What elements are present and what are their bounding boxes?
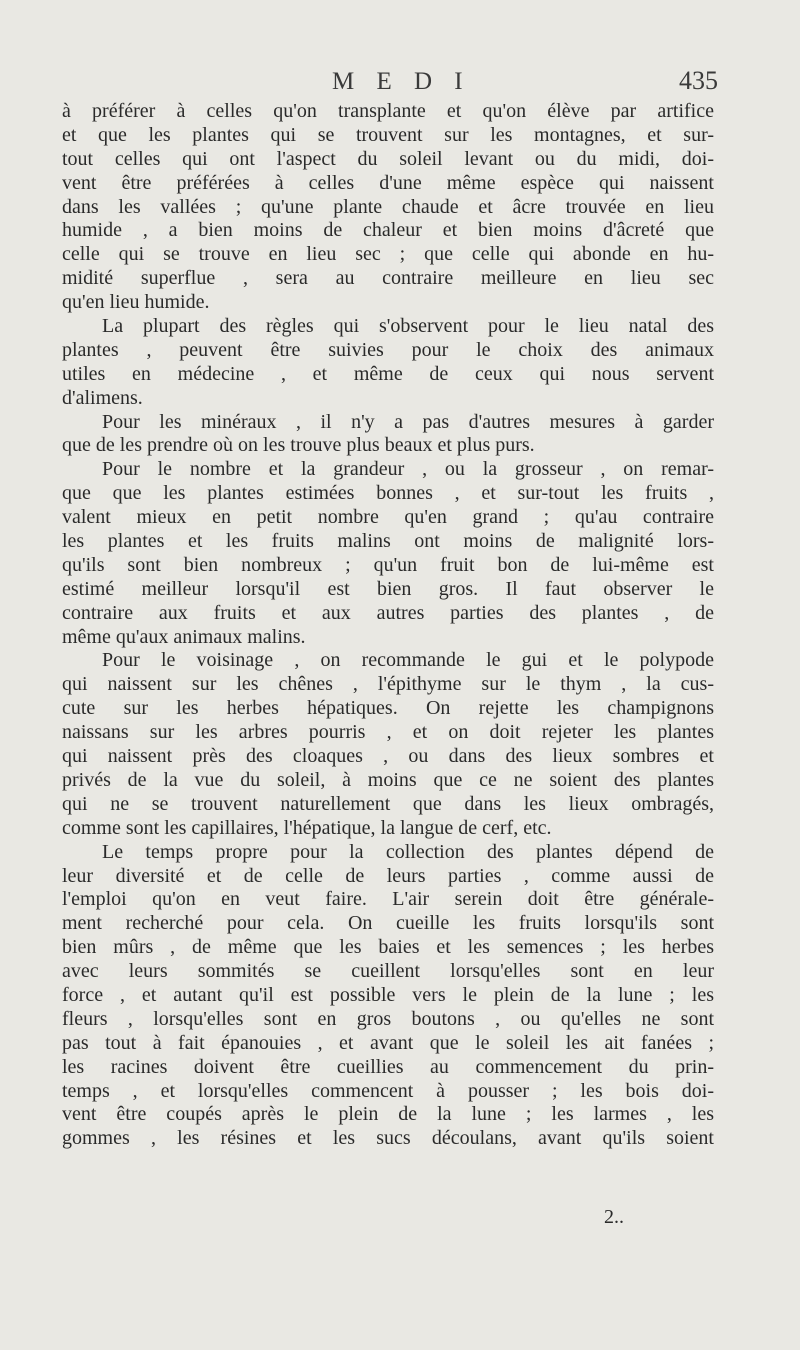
text-line: qui ne se trouvent naturellement que dans les lieux ombragés, (62, 792, 714, 815)
text-line: bien mûrs , de même que les baies et les semences ; les herbes (62, 936, 714, 959)
text-line: les racines doivent être cueillies au commencement du prin- (62, 1055, 714, 1078)
text-line: Le temps propre pour la collection des plantes dépend de (102, 840, 714, 863)
page-header (62, 64, 718, 104)
text-line: qu'ils sont bien nombreux ; qu'un fruit bon de lui-même est (62, 553, 714, 576)
text-line: même qu'aux animaux malins. (62, 625, 306, 648)
text-line: d'alimens. (62, 386, 143, 409)
text-line: privés de la vue du soleil, à moins que ce ne soient des plantes (62, 768, 714, 791)
page-number: 435 (679, 66, 718, 95)
body-text (62, 100, 714, 1151)
text-line: temps , et lorsqu'elles commencent à pousser ; les bois doi- (62, 1079, 714, 1102)
text-line: que que les plantes estimées bonnes , et sur-tout les fruits , (62, 482, 714, 505)
text-line: qui naissent près des cloaques , ou dans des lieux sombres et (62, 745, 714, 768)
text-line: Pour le voisinage , on recommande le gui et le polypode (102, 649, 714, 672)
text-line: naissans sur les arbres pourris , et on doit rejeter les plantes (62, 721, 714, 744)
text-line: que de les prendre où on les trouve plus beaux et plus purs. (62, 434, 535, 457)
text-line: et que les plantes qui se trouvent sur les montagnes, et sur- (62, 123, 714, 146)
text-line: tout celles qui ont l'aspect du soleil levant ou du midi, doi- (62, 147, 714, 170)
paragraph (62, 100, 714, 315)
text-line: à préférer à celles qu'on transplante et qu'on élève par artifice (62, 100, 714, 122)
text-line: l'emploi qu'on en veut faire. L'air serein doit être générale- (62, 888, 714, 911)
text-line: Pour les minéraux , il n'y a pas d'autres mesures à garder (102, 410, 714, 433)
text-line: les plantes et les fruits malins ont moins de malignité lors- (62, 530, 714, 553)
text-line: leur diversité et de celle de leurs parties , comme aussi de (62, 864, 714, 887)
paragraph (62, 315, 714, 411)
text-line: pas tout à fait épanouies , et avant que le soleil les ait fanées ; (62, 1031, 714, 1054)
paragraph (62, 458, 714, 649)
paragraph (62, 411, 714, 459)
text-line: comme sont les capillaires, l'hépatique, la langue de cerf, etc. (62, 816, 552, 839)
text-line: force , et autant qu'il est possible vers le plein de la lune ; les (62, 983, 714, 1006)
text-line: valent mieux en petit nombre qu'en grand ; qu'au contraire (62, 506, 714, 529)
text-line: contraire aux fruits et aux autres parties des plantes , de (62, 601, 714, 624)
text-line: estimé meilleur lorsqu'il est bien gros. Il faut observer le (62, 577, 714, 600)
text-line: La plupart des règles qui s'observent pour le lieu natal des (102, 315, 714, 338)
catchword: 2.. (604, 1206, 624, 1228)
text-line: ment recherché pour cela. On cueille les fruits lorsqu'ils sont (62, 912, 714, 935)
text-line: Pour le nombre et la grandeur , ou la grosseur , on remar- (102, 458, 714, 481)
text-line: dans les vallées ; qu'une plante chaude et âcre trouvée en lieu (62, 195, 714, 218)
paragraph (62, 841, 714, 1152)
text-line: plantes , peuvent être suivies pour le choix des animaux (62, 338, 714, 361)
running-head: M E D I (332, 68, 471, 95)
text-line: vent être préférées à celles d'une même espèce qui naissent (62, 171, 714, 194)
text-line: utiles en médecine , et même de ceux qui nous servent (62, 362, 714, 385)
text-line: midité superflue , sera au contraire meilleure en lieu sec (62, 267, 714, 290)
text-line: qui naissent sur les chênes , l'épithyme sur le thym , la cus- (62, 673, 714, 696)
text-line: cute sur les herbes hépatiques. On rejette les champignons (62, 697, 714, 720)
text-line: fleurs , lorsqu'elles sont en gros boutons , ou qu'elles ne sont (62, 1007, 714, 1030)
paragraph (62, 649, 714, 840)
text-line: gommes , les résines et les sucs découlans, avant qu'ils soient (62, 1127, 714, 1150)
text-line: vent être coupés après le plein de la lune ; les larmes , les (62, 1103, 714, 1126)
text-line: humide , a bien moins de chaleur et bien moins d'âcreté que (62, 219, 714, 242)
text-line: avec leurs sommités se cueillent lorsqu'elles sont en leur (62, 960, 714, 983)
text-line: celle qui se trouve en lieu sec ; que celle qui abonde en hu- (62, 243, 714, 266)
text-line: qu'en lieu humide. (62, 291, 210, 314)
